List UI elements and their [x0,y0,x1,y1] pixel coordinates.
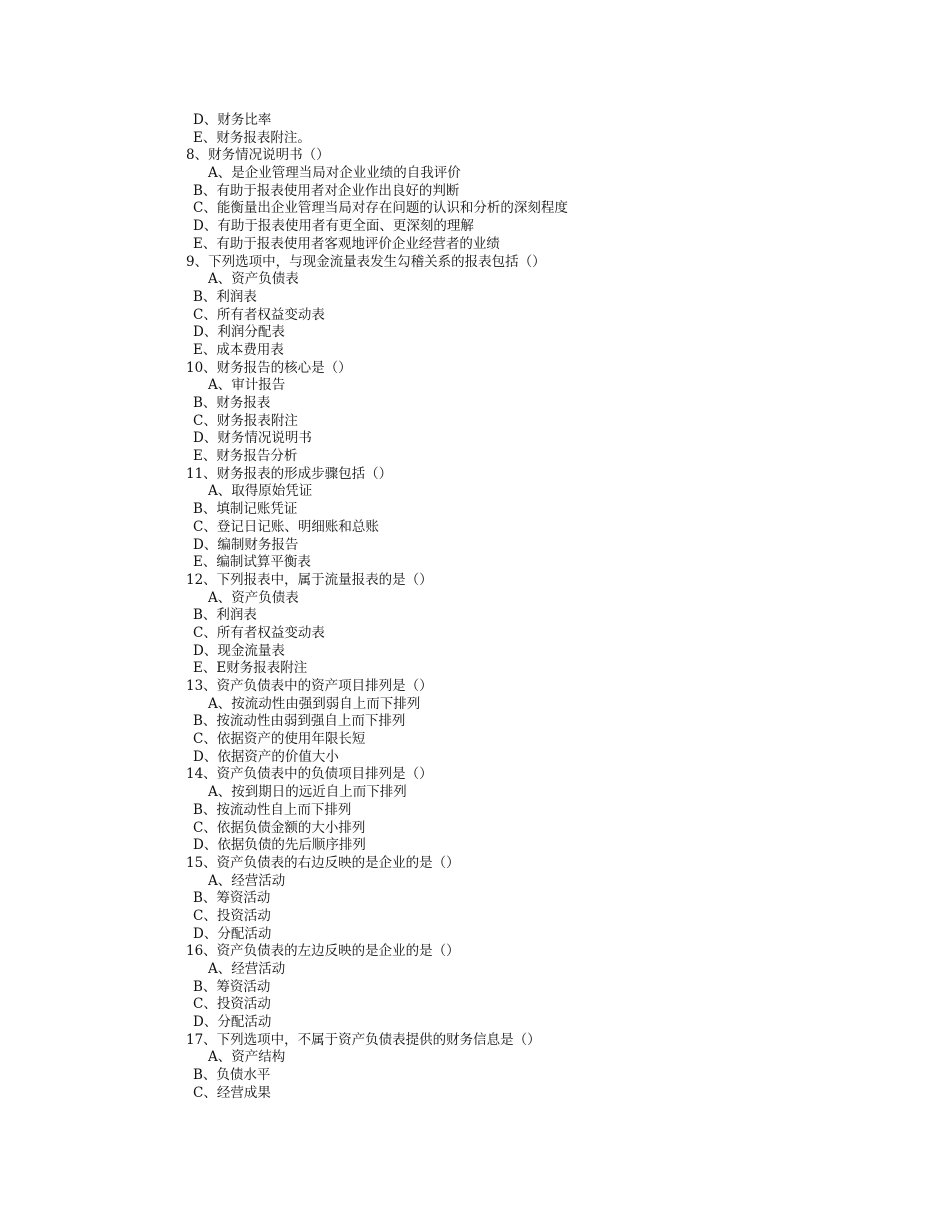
option-line: B、按流动性由弱到强自上而下排列 [193,713,406,730]
option-line: D、财务比率 [193,112,272,128]
option-line: E、财务报表附注。 [193,129,311,146]
question-line: 9、下列选项中，与现金流量表发生勾稽关系的报表包括（） [186,253,546,270]
option-line: A、按到期日的远近自上而下排列 [208,784,407,801]
option-line: C、依据资产的使用年限长短 [193,731,366,748]
option-line: C、依据负债金额的大小排列 [193,819,366,836]
option-line: B、负债水平 [193,1067,271,1084]
option-line: A、是企业管理当局对企业业绩的自我评价 [208,165,461,182]
option-line: E、编制试算平衡表 [193,554,311,571]
question-line: 15、资产负债表的右边反映的是企业的是（） [186,854,460,871]
option-line: C、能衡量出企业管理当局对存在问题的认识和分析的深刻程度 [193,200,568,217]
option-line: E、有助于报表使用者客观地评价企业经营者的业绩 [193,235,500,252]
option-line: C、投资活动 [193,996,271,1013]
option-line: B、按流动性自上而下排列 [193,801,352,818]
question-line: 14、资产负债表中的负债项目排列是（） [186,766,433,783]
option-line: B、填制记账凭证 [193,501,298,518]
option-line: D、分配活动 [193,1014,272,1031]
option-line: E、E财务报表附注 [193,660,308,677]
option-line: D、现金流量表 [193,642,285,659]
option-line: D、分配活动 [193,925,272,942]
option-line: A、资产结构 [208,1049,286,1066]
option-line: D、依据负债的先后顺序排列 [193,837,366,854]
question-line: 16、资产负债表的左边反映的是企业的是（） [186,943,460,960]
option-line: A、经营活动 [208,961,286,977]
option-line: D、编制财务报告 [193,536,299,553]
question-line: 13、资产负债表中的资产项目排列是（） [186,678,433,694]
option-line: D、财务情况说明书 [193,430,312,447]
option-line: B、筹资活动 [193,890,271,907]
document-page [0,112,950,1103]
option-line: D、依据资产的价值大小 [193,748,339,765]
option-line: D、有助于报表使用者有更全面、更深刻的理解 [193,218,474,235]
question-line: 17、下列选项中，不属于资产负债表提供的财务信息是（） [186,1031,541,1048]
option-line: A、审计报告 [208,377,286,394]
option-line: E、成本费用表 [193,341,284,358]
option-line: A、资产负债表 [208,271,299,288]
option-line: A、经营活动 [208,872,286,889]
option-line: C、所有者权益变动表 [193,624,325,641]
option-line: A、资产负债表 [208,589,299,606]
option-line: B、有助于报表使用者对企业作出良好的判断 [193,182,460,199]
option-line: C、所有者权益变动表 [193,306,325,323]
option-line: C、登记日记账、明细账和总账 [193,518,379,535]
question-line: 8、财务情况说明书（） [186,147,330,164]
option-line: B、利润表 [193,288,257,305]
option-line: A、按流动性由强到弱自上而下排列 [208,695,421,712]
option-line: B、筹资活动 [193,978,271,995]
question-line: 12、下列报表中，属于流量报表的是（） [186,571,433,588]
question-line: 10、财务报告的核心是（） [186,359,352,376]
option-line: A、取得原始凭证 [208,483,313,500]
option-line: C、投资活动 [193,907,271,924]
option-line: B、利润表 [193,607,257,624]
option-line: C、财务报表附注 [193,412,298,429]
option-line: B、财务报表 [193,395,271,411]
option-line: C、经营成果 [193,1084,271,1101]
option-line: D、利润分配表 [193,324,285,341]
question-line: 11、财务报表的形成步骤包括（） [186,465,393,482]
option-line: E、财务报告分析 [193,448,298,465]
